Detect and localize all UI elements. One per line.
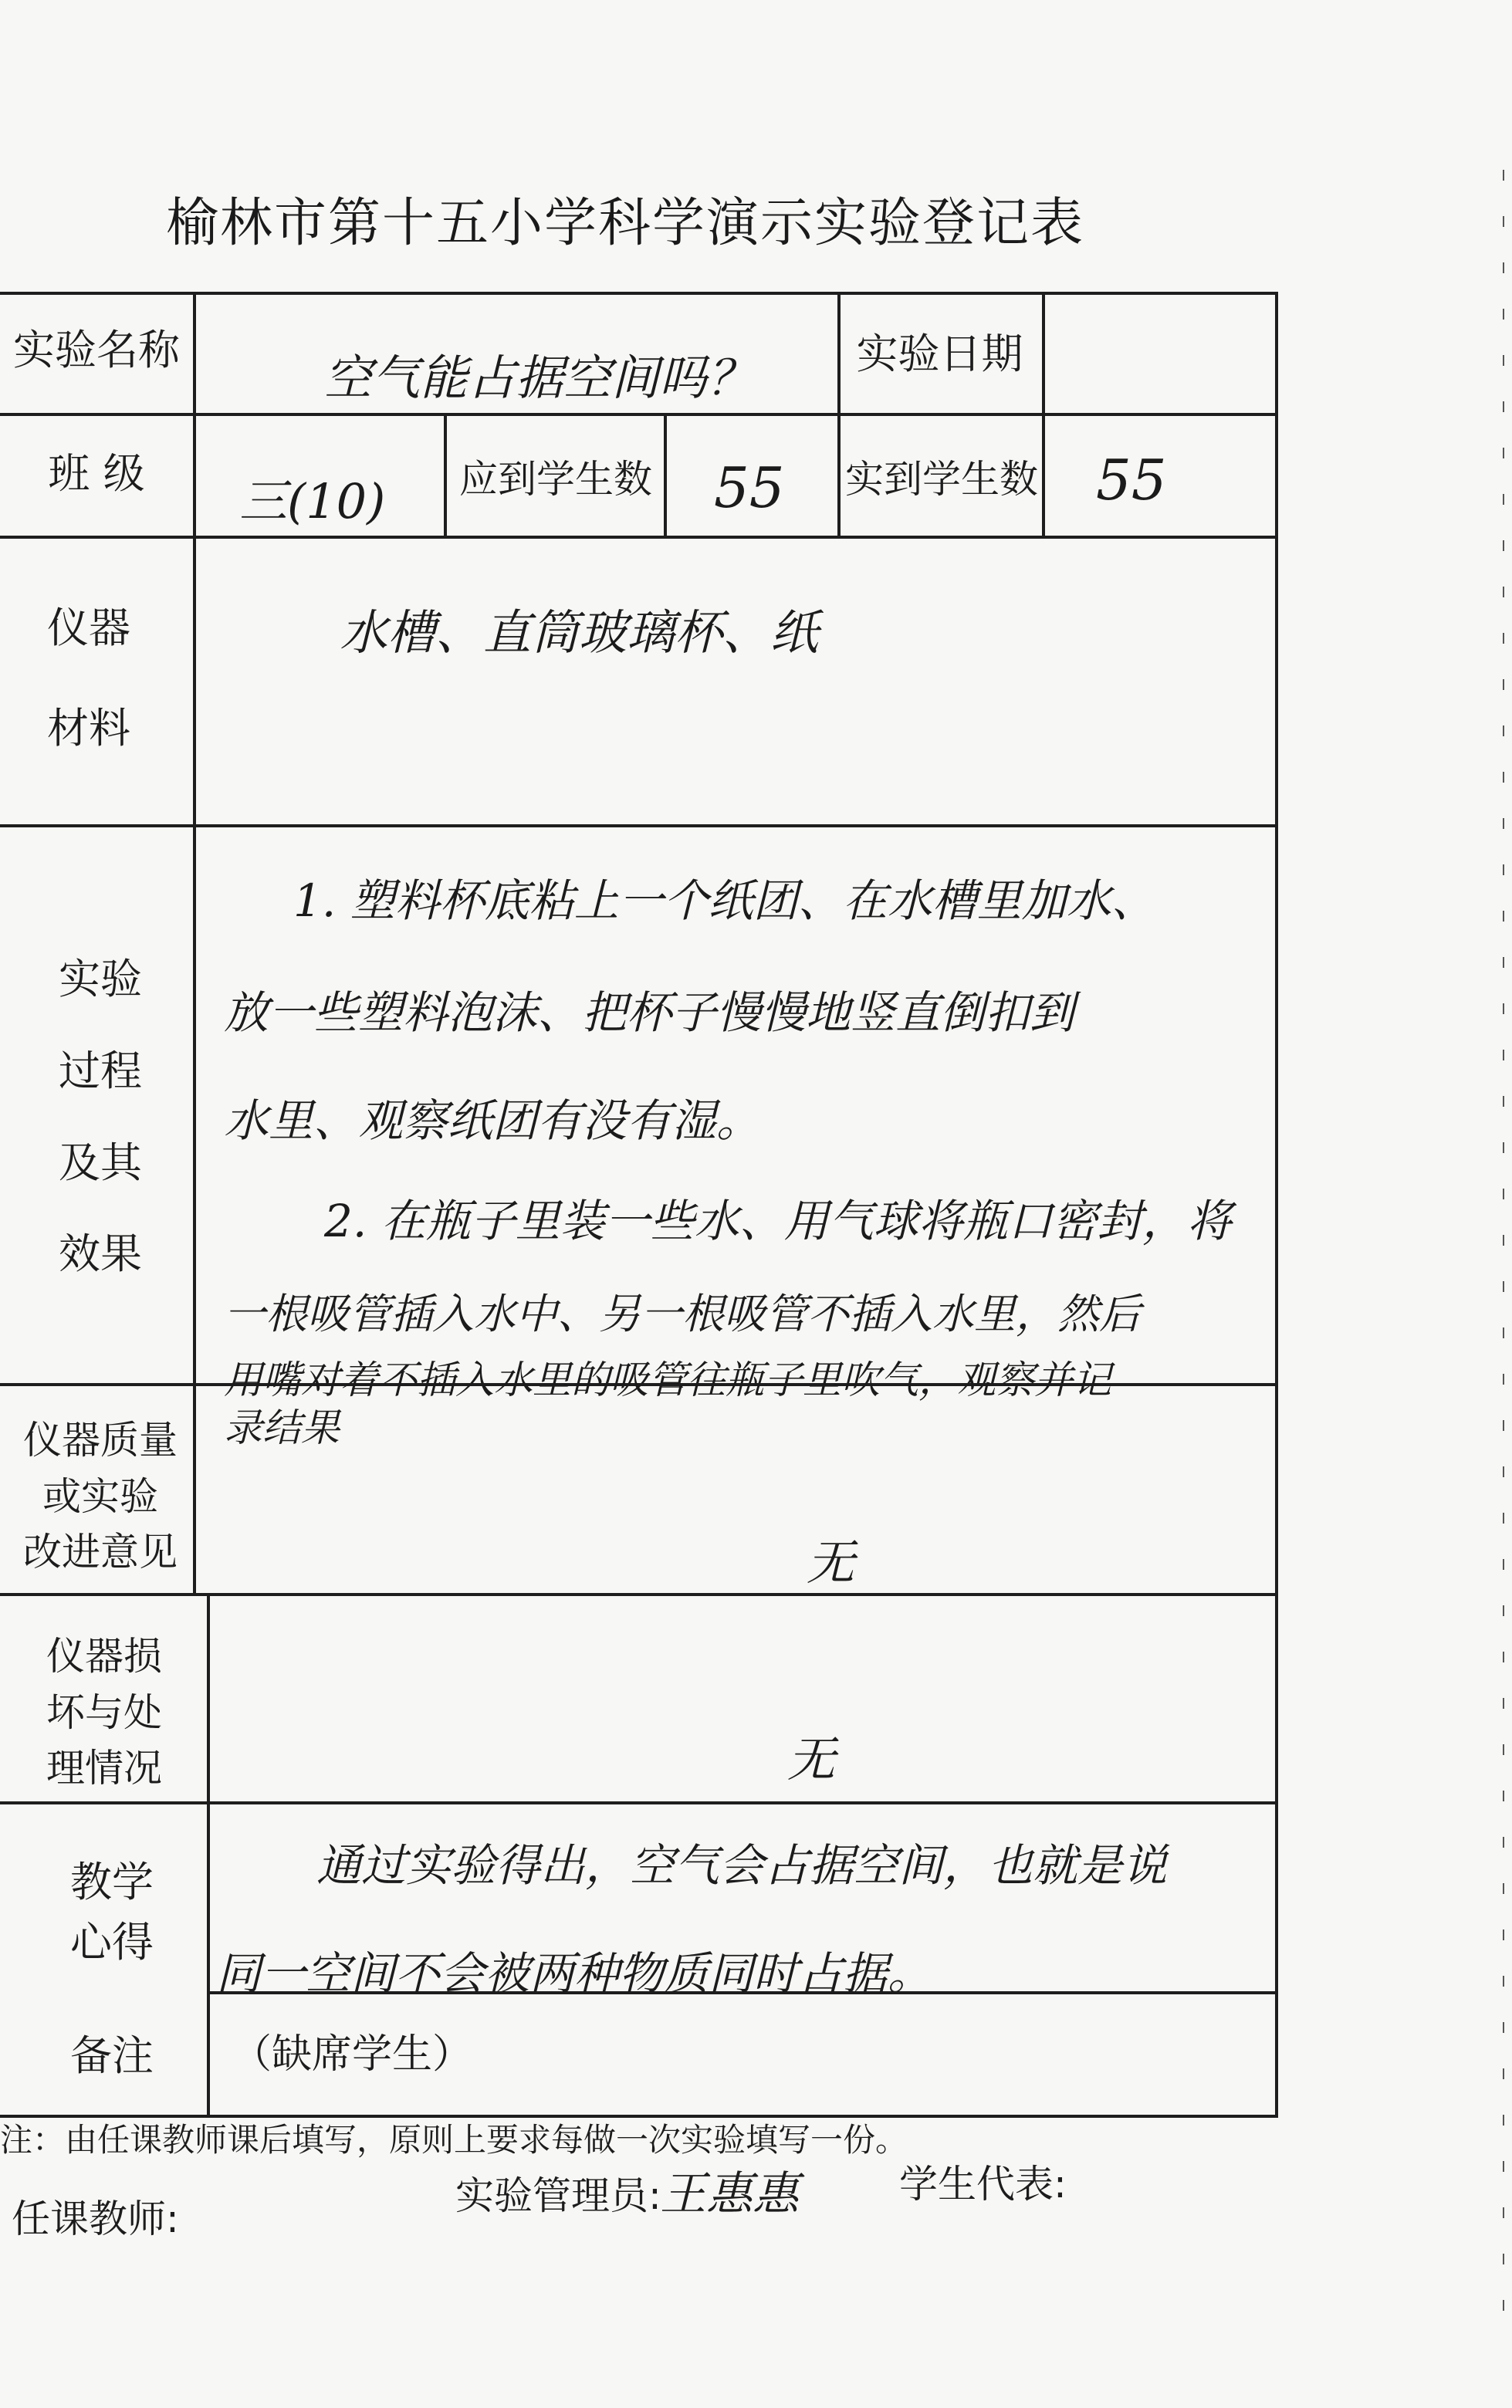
experiment-date-label: 实验日期 — [856, 330, 1023, 378]
actual-students-value: 55 — [1096, 448, 1167, 512]
quality-label-line: 仪器质量 — [23, 1418, 178, 1463]
quality-label-line: 或实验 — [42, 1473, 158, 1519]
table-rule — [0, 292, 1277, 295]
process-line: 2. 在瓶子里装一些水、用气球将瓶口密封，将 — [324, 1195, 1232, 1247]
process-line: 水里、观察纸团有没有湿。 — [224, 1094, 762, 1147]
table-rule — [0, 413, 1277, 416]
reflection-line: 同一空间不会被两种物质同时占据。 — [216, 1947, 933, 2000]
table-rule — [0, 536, 1277, 539]
reflection-line: 通过实验得出，空气会占据空间，也就是说 — [316, 1839, 1168, 1892]
table-rule — [0, 824, 1277, 827]
binding-edge — [1503, 170, 1504, 2331]
expected-students-value: 55 — [714, 455, 785, 520]
quality-value: 无 — [807, 1534, 855, 1591]
table-rule — [444, 413, 447, 537]
reflection-label-line: 心得 — [70, 1918, 154, 1967]
reflection-label — [31, 1852, 193, 1973]
process-line: 1. 塑料杯底粘上一个纸团、在水槽里加水、 — [293, 874, 1156, 927]
equipment-value: 水槽、直筒玻璃杯、纸 — [340, 604, 819, 661]
table-rule — [1275, 292, 1278, 2118]
student-rep-label: 学生代表: — [899, 2162, 1067, 2207]
damage-label-line: 理情况 — [46, 1746, 162, 1791]
process-label-line: 及其 — [59, 1138, 142, 1187]
experiment-name-label: 实验名称 — [13, 326, 180, 374]
experiment-name-value: 空气能占据空间吗？ — [324, 350, 756, 406]
process-line: 一根吸管插入水中、另一根吸管不插入水里，然后 — [224, 1290, 1141, 1338]
table-rule — [0, 1593, 1277, 1596]
quality-label — [8, 1412, 193, 1581]
process-line: 放一些塑料泡沫、把杯子慢慢地竖直倒扣到 — [224, 986, 1075, 1039]
footer-note: 注：由任课教师课后填写，原则上要求每做一次实验填写一份。 — [0, 2121, 908, 2159]
process-line: 用嘴对着不插入水里的吸管往瓶子里吹气，观察并记 — [224, 1358, 1111, 1402]
equipment-label-line2: 材料 — [47, 704, 130, 752]
table-rule — [664, 413, 667, 537]
class-value: 三(10) — [239, 473, 386, 529]
page-title: 榆林市第十五小学科学演示实验登记表 — [165, 193, 1084, 254]
process-line: 录结果 — [224, 1405, 340, 1450]
quality-label-line: 改进意见 — [23, 1530, 178, 1574]
table-rule — [1042, 292, 1045, 537]
teacher-label: 任课教师: — [12, 2197, 179, 2241]
process-label-line: 实验 — [59, 955, 142, 1003]
remark-label: 备注 — [70, 2031, 154, 2080]
damage-label — [15, 1628, 193, 1797]
process-label — [23, 934, 178, 1300]
reflection-label-line: 教学 — [70, 1858, 154, 1906]
remark-value: （缺席学生） — [232, 2031, 473, 2078]
damage-value: 无 — [787, 1731, 836, 1787]
class-label: 班 级 — [48, 449, 145, 498]
damage-label-line: 坏与处 — [46, 1689, 162, 1735]
process-label-line: 过程 — [59, 1046, 142, 1095]
process-label-line: 效果 — [59, 1229, 142, 1279]
lab-admin-label: 实验管理员: — [455, 2173, 661, 2218]
equipment-label-line1: 仪器 — [47, 604, 130, 652]
table-rule — [207, 1593, 210, 2118]
actual-students-label: 实到学生数 — [845, 457, 1038, 502]
damage-label-line: 仪器损 — [46, 1634, 162, 1679]
table-rule — [193, 292, 196, 1596]
table-rule — [0, 1801, 1277, 1804]
lab-admin-signature: 王惠惠 — [660, 2167, 799, 2221]
expected-students-label: 应到学生数 — [459, 457, 652, 502]
